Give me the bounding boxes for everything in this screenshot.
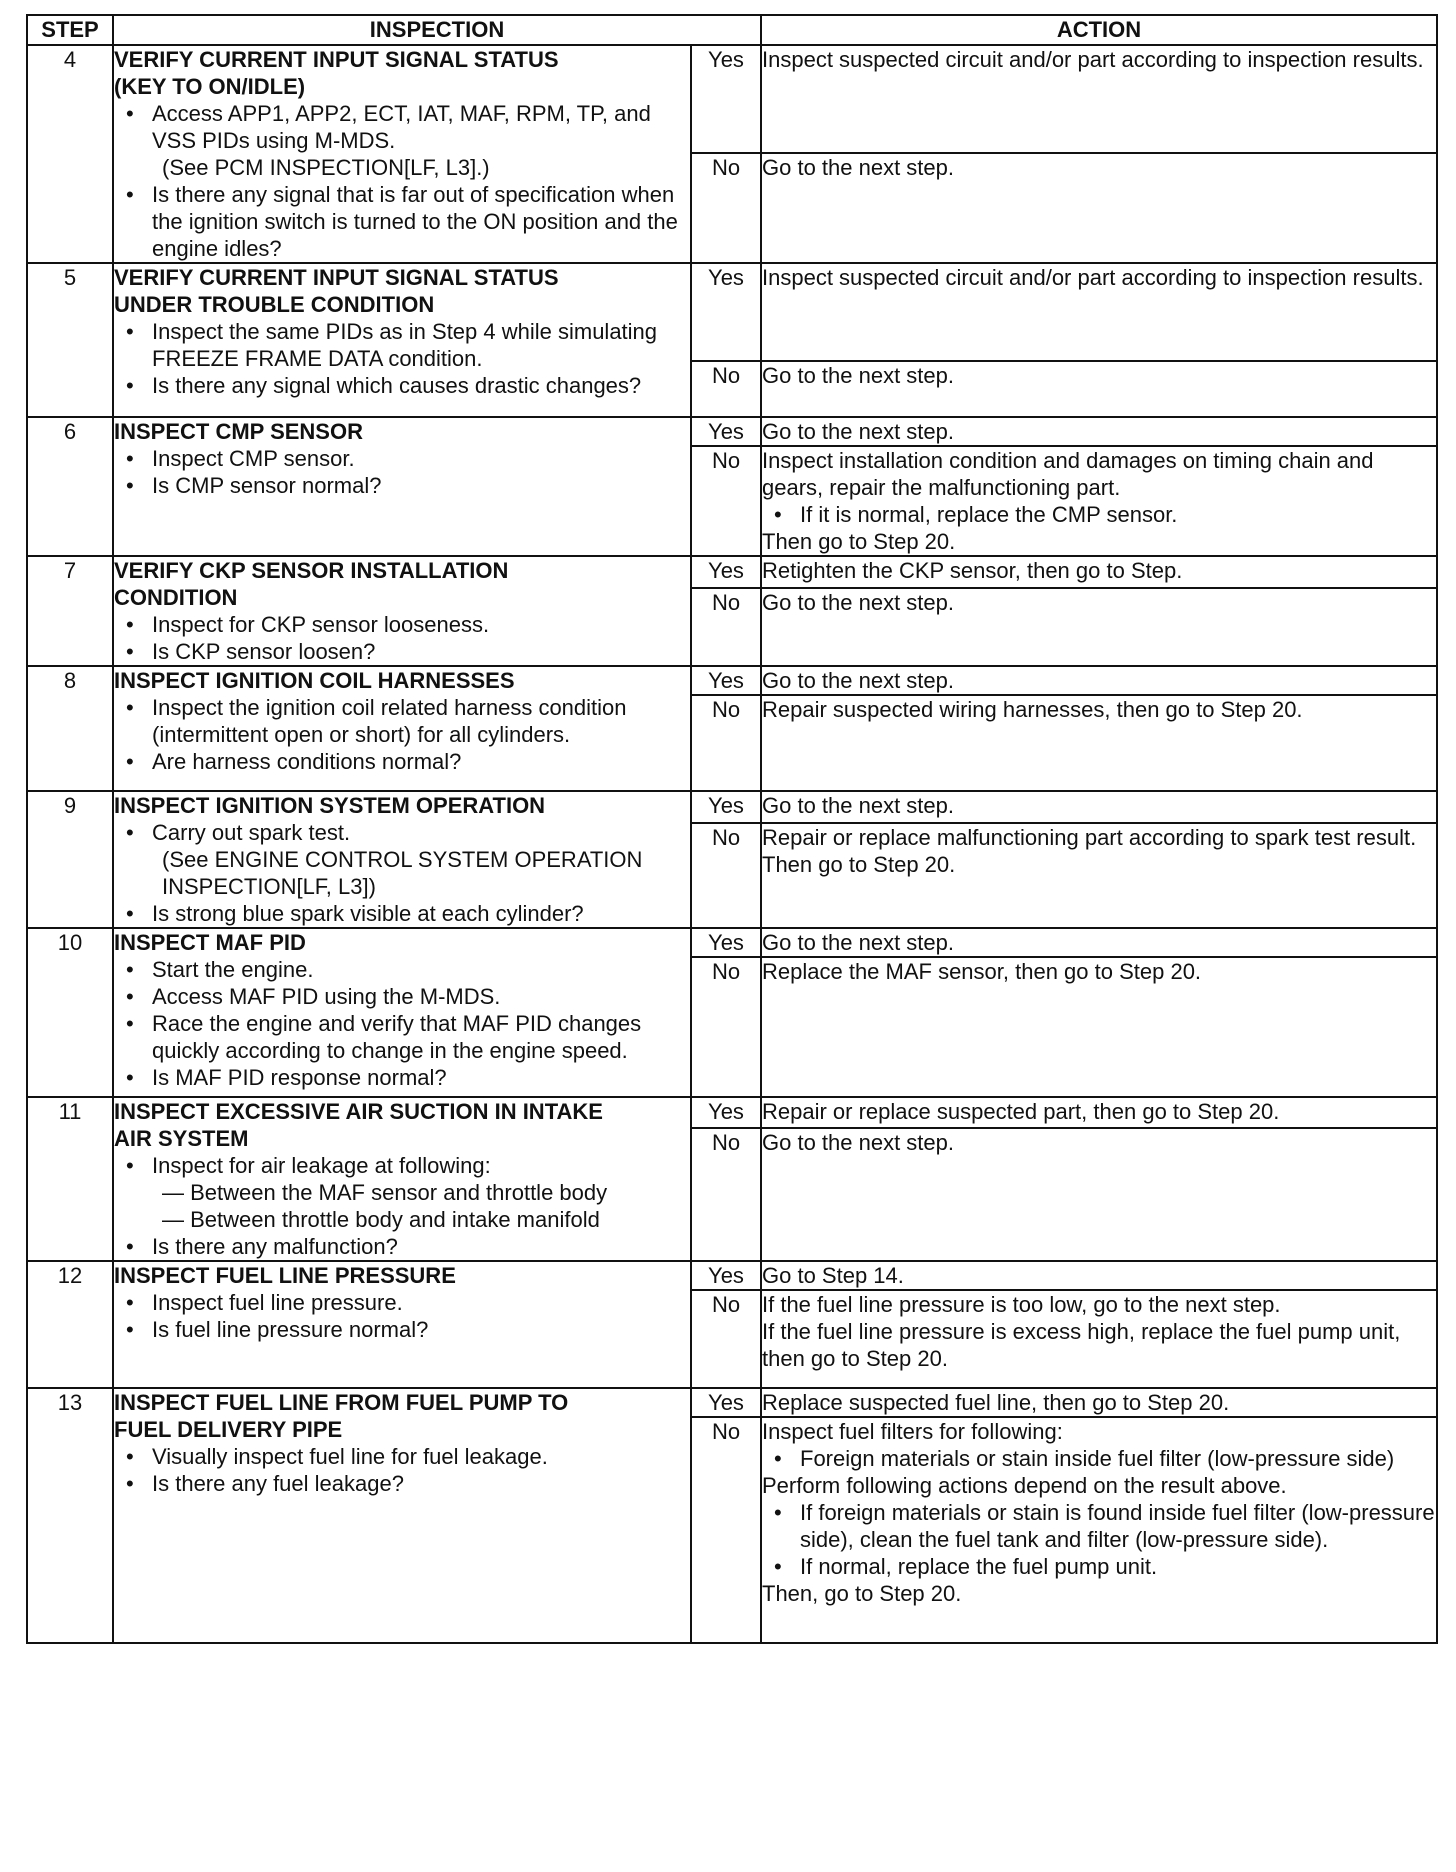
no-action (761, 1417, 1437, 1643)
inspection-item: • Is strong blue spark visible at each cylinder? (114, 900, 690, 927)
step-number: 7 (27, 556, 113, 666)
inspection-item: • Carry out spark test. (114, 819, 690, 846)
inspection-cell (113, 1097, 691, 1261)
inspection-item: • Inspect fuel line pressure. (114, 1289, 690, 1316)
action-bullet: • If it is normal, replace the CMP sensor. (762, 501, 1436, 528)
step-row-yes (27, 1388, 1437, 1417)
action-line: Then go to Step 20. (762, 851, 956, 877)
action-line: Go to the next step. (762, 419, 955, 444)
no-action (761, 1128, 1437, 1261)
action-line: Go to the next step. (762, 154, 955, 180)
action-line: Retighten the CKP sensor, then go to Step. (762, 558, 1183, 583)
no-action (761, 1290, 1437, 1388)
inspection-item: • Access MAF PID using the M-MDS. (114, 983, 690, 1010)
inspection-cell (113, 928, 691, 1097)
action-line: Go to the next step. (762, 1130, 955, 1156)
yes-label: Yes (691, 1097, 761, 1128)
yes-label: Yes (691, 928, 761, 957)
yes-label: Yes (691, 666, 761, 695)
action-line: Inspect fuel filters for following: (762, 1419, 1063, 1444)
yes-label: Yes (691, 1388, 761, 1417)
action-line: Repair suspected wiring harnesses, then go to Step 20. (762, 697, 1303, 722)
inspection-item: • Is CKP sensor loosen? (114, 638, 690, 665)
inspection-item: — Between the MAF sensor and throttle body (162, 1180, 608, 1205)
inspection-items (114, 819, 690, 927)
yes-action (761, 666, 1437, 695)
step-number: 9 (27, 791, 113, 928)
step-row-yes (27, 1097, 1437, 1128)
no-label: No (691, 1128, 761, 1261)
action-line: Inspect suspected circuit and/or part according to inspection results. (762, 47, 1424, 72)
step-number: 12 (27, 1261, 113, 1388)
yes-action (761, 1097, 1437, 1128)
inspection-item: • Inspect for CKP sensor looseness. (114, 611, 690, 638)
inspection-items (114, 694, 690, 775)
header-action: ACTION (761, 15, 1437, 45)
yes-label: Yes (691, 45, 761, 153)
inspection-cell (113, 417, 691, 556)
inspection-item: • Is there any fuel leakage? (114, 1470, 690, 1497)
yes-action (761, 791, 1437, 823)
inspection-cell (113, 556, 691, 666)
action-line: Then go to Step 20. (762, 529, 956, 554)
inspection-cell (113, 45, 691, 263)
action-line: Go to the next step. (762, 793, 955, 818)
inspection-item: • Is there any signal which causes drastic changes? (114, 372, 690, 399)
inspection-item: • Race the engine and verify that MAF PID changes quickly according to change in the engine speed. (114, 1010, 690, 1064)
inspection-title: VERIFY CKP SENSOR INSTALLATION (114, 558, 509, 583)
inspection-item: • Are harness conditions normal? (114, 748, 690, 775)
yes-action (761, 417, 1437, 446)
inspection-title: INSPECT MAF PID (114, 930, 306, 955)
action-line: Go to Step 14. (762, 1263, 904, 1288)
no-label: No (691, 1290, 761, 1388)
inspection-items (114, 1289, 690, 1343)
inspection-item: • Visually inspect fuel line for fuel leakage. (114, 1443, 690, 1470)
no-action (761, 588, 1437, 666)
step-row-yes (27, 45, 1437, 153)
inspection-item: • Inspect CMP sensor. (114, 445, 690, 472)
action-line: then go to Step 20. (762, 1346, 948, 1371)
action-line: If the fuel line pressure is too low, go to the next step. (762, 1292, 1281, 1317)
header-inspection: INSPECTION (113, 15, 761, 45)
yes-action (761, 45, 1437, 153)
inspection-title: AIR SYSTEM (114, 1126, 249, 1151)
inspection-item: (See PCM INSPECTION[LF, L3].) (162, 155, 490, 180)
action-line: If the fuel line pressure is excess high, replace the fuel pump unit, (762, 1319, 1401, 1344)
step-row-yes (27, 928, 1437, 957)
step-number: 8 (27, 666, 113, 791)
action-line: Perform following actions depend on the result above. (762, 1473, 1287, 1498)
action-line: Repair or replace malfunctioning part according to spark test result. (762, 824, 1417, 850)
action-line: Repair or replace suspected part, then go to Step 20. (762, 1099, 1280, 1124)
no-action (761, 957, 1437, 1097)
yes-label: Yes (691, 263, 761, 361)
action-line: Then, go to Step 20. (762, 1581, 962, 1606)
inspection-title: INSPECT IGNITION SYSTEM OPERATION (114, 793, 546, 818)
step-row-yes (27, 417, 1437, 446)
inspection-title: INSPECT EXCESSIVE AIR SUCTION IN INTAKE (114, 1099, 603, 1124)
inspection-item: • Is fuel line pressure normal? (114, 1316, 690, 1343)
inspection-item: • Inspect the ignition coil related harness condition (intermittent open or short) for all cylinders. (114, 694, 690, 748)
inspection-cell (113, 791, 691, 928)
inspection-title: (KEY TO ON/IDLE) (114, 74, 306, 99)
inspection-item: • Inspect the same PIDs as in Step 4 while simulating FREEZE FRAME DATA condition. (114, 318, 690, 372)
inspection-items (114, 445, 690, 499)
inspection-title: CONDITION (114, 585, 238, 610)
no-label: No (691, 446, 761, 556)
inspection-item: • Is there any signal that is far out of specification when the ignition switch is turned to the ON position and the engine idles? (114, 181, 690, 262)
action-line: Inspect installation condition and damages on timing chain and gears, repair the malfunctioning part. (762, 448, 1374, 500)
action-line: Inspect suspected circuit and/or part according to inspection results. (762, 265, 1424, 290)
yes-action (761, 928, 1437, 957)
inspection-items (114, 100, 690, 262)
step-number: 11 (27, 1097, 113, 1261)
no-label: No (691, 153, 761, 263)
inspection-item: • Is MAF PID response normal? (114, 1064, 690, 1091)
yes-label: Yes (691, 417, 761, 446)
step-row-yes (27, 556, 1437, 588)
step-row-yes (27, 791, 1437, 823)
inspection-items (114, 318, 690, 399)
no-label: No (691, 361, 761, 417)
inspection-title: VERIFY CURRENT INPUT SIGNAL STATUS (114, 265, 559, 290)
action-line: Replace the MAF sensor, then go to Step 20. (762, 959, 1202, 984)
yes-label: Yes (691, 1261, 761, 1290)
inspection-title: FUEL DELIVERY PIPE (114, 1417, 343, 1442)
action-line: Replace suspected fuel line, then go to Step 20. (762, 1390, 1230, 1415)
action-bullet: • If foreign materials or stain is found inside fuel filter (low-pressure side), clean the fuel tank and filter (low-pressure side). (762, 1499, 1436, 1553)
step-number: 6 (27, 417, 113, 556)
table-body (27, 45, 1437, 1643)
action-line: Go to the next step. (762, 589, 955, 615)
action-bullet: • Foreign materials or stain inside fuel filter (low-pressure side) (762, 1445, 1436, 1472)
yes-action (761, 556, 1437, 588)
diagnostic-table (26, 14, 1438, 1644)
no-label: No (691, 1417, 761, 1643)
step-number: 4 (27, 45, 113, 263)
no-label: No (691, 588, 761, 666)
inspection-cell (113, 263, 691, 417)
inspection-item: • Start the engine. (114, 956, 690, 983)
inspection-items (114, 611, 690, 665)
action-line: Go to the next step. (762, 363, 955, 388)
step-row-yes (27, 263, 1437, 361)
inspection-item: • Access APP1, APP2, ECT, IAT, MAF, RPM, TP, and VSS PIDs using M-MDS. (114, 100, 690, 154)
step-row-yes (27, 1261, 1437, 1290)
no-action (761, 695, 1437, 791)
inspection-cell (113, 1261, 691, 1388)
yes-action (761, 1388, 1437, 1417)
inspection-item: — Between throttle body and intake manifold (162, 1207, 600, 1232)
inspection-cell (113, 666, 691, 791)
inspection-title: INSPECT FUEL LINE FROM FUEL PUMP TO (114, 1390, 569, 1415)
inspection-items (114, 1152, 690, 1260)
step-number: 10 (27, 928, 113, 1097)
inspection-title: INSPECT FUEL LINE PRESSURE (114, 1263, 456, 1288)
action-line: Go to the next step. (762, 668, 955, 693)
no-label: No (691, 695, 761, 791)
no-action (761, 823, 1437, 928)
no-action (761, 446, 1437, 556)
step-row-yes (27, 666, 1437, 695)
step-number: 5 (27, 263, 113, 417)
yes-action (761, 263, 1437, 361)
no-label: No (691, 957, 761, 1097)
inspection-title: INSPECT CMP SENSOR (114, 419, 363, 444)
inspection-item: (See ENGINE CONTROL SYSTEM OPERATION INSPECTION[LF, L3]) (162, 847, 643, 899)
inspection-item: • Is CMP sensor normal? (114, 472, 690, 499)
yes-label: Yes (691, 556, 761, 588)
inspection-title: UNDER TROUBLE CONDITION (114, 292, 435, 317)
inspection-title: VERIFY CURRENT INPUT SIGNAL STATUS (114, 47, 559, 72)
yes-label: Yes (691, 791, 761, 823)
inspection-item: • Is there any malfunction? (114, 1233, 690, 1260)
inspection-title: INSPECT IGNITION COIL HARNESSES (114, 668, 515, 693)
no-action (761, 361, 1437, 417)
table-header-row (27, 15, 1437, 45)
inspection-item: • Inspect for air leakage at following: (114, 1152, 690, 1179)
step-number: 13 (27, 1388, 113, 1643)
action-line: Go to the next step. (762, 930, 955, 955)
no-action (761, 153, 1437, 263)
yes-action (761, 1261, 1437, 1290)
header-step: STEP (27, 15, 113, 45)
no-label: No (691, 823, 761, 928)
inspection-items (114, 1443, 690, 1497)
action-bullet: • If normal, replace the fuel pump unit. (762, 1553, 1436, 1580)
inspection-items (114, 956, 690, 1091)
inspection-cell (113, 1388, 691, 1643)
